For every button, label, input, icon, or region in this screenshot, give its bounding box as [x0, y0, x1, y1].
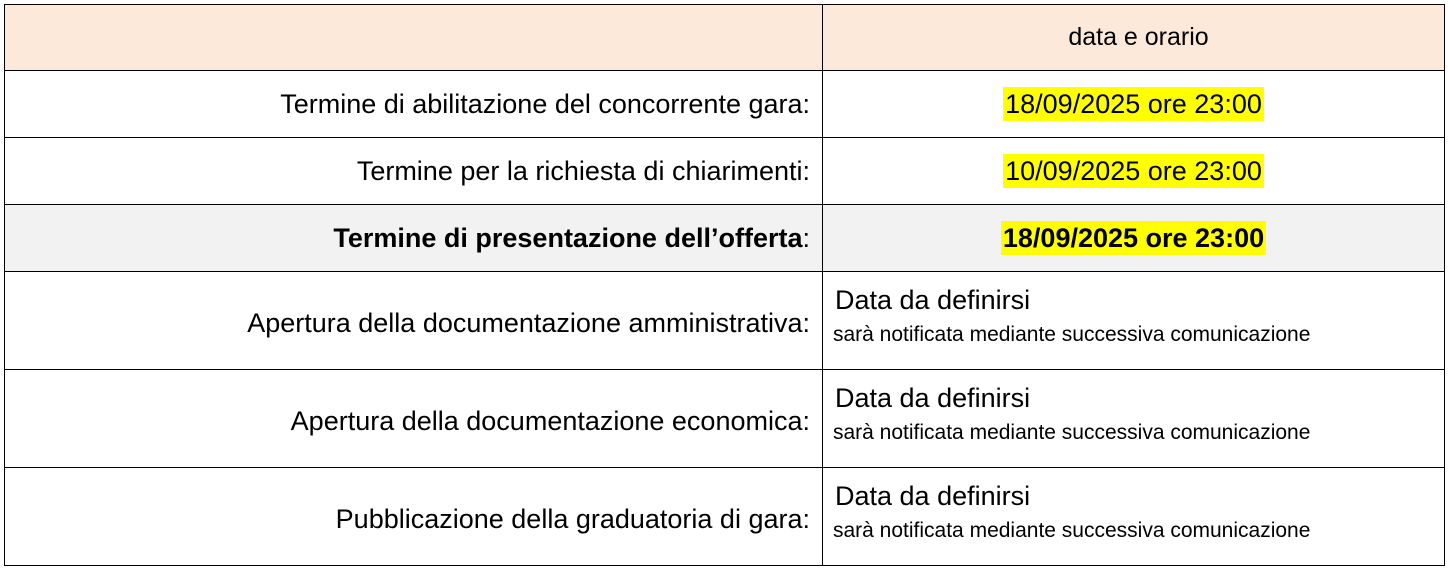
highlighted-date: 18/09/2025 ore 23:00 — [1005, 88, 1262, 119]
row-label: Apertura della documentazione amministrativa: — [5, 272, 823, 370]
highlighted-date: 10/09/2025 ore 23:00 — [1005, 155, 1262, 186]
table-row — [5, 370, 1445, 468]
row-value — [823, 138, 1445, 205]
row-label: Apertura della documentazione economica: — [5, 370, 823, 468]
header-label-cell — [5, 5, 823, 71]
row-value — [823, 370, 1445, 468]
row-value — [823, 272, 1445, 370]
table-header-row — [5, 5, 1445, 71]
highlighted-date: 18/09/2025 ore 23:00 — [1002, 222, 1265, 253]
row-value — [823, 468, 1445, 566]
table-row — [5, 205, 1445, 272]
row-label-suffix: : — [802, 222, 810, 253]
table-row — [5, 272, 1445, 370]
table-row — [5, 138, 1445, 205]
date-tbd-title: Data da definirsi — [835, 481, 1031, 511]
table-row — [5, 71, 1445, 138]
date-tbd-title: Data da definirsi — [835, 383, 1031, 413]
table-row — [5, 468, 1445, 566]
date-tbd-note: sarà notificata mediante successiva comunicazione — [833, 519, 1311, 542]
schedule-table — [4, 4, 1445, 566]
date-tbd-note: sarà notificata mediante successiva comunicazione — [833, 421, 1311, 444]
header-value-cell: data e orario — [823, 5, 1445, 71]
row-label-bold: Termine di presentazione dell’offerta — [333, 222, 803, 253]
row-label: Pubblicazione della graduatoria di gara: — [5, 468, 823, 566]
date-tbd-note: sarà notificata mediante successiva comunicazione — [833, 323, 1311, 346]
date-tbd-title: Data da definirsi — [835, 285, 1031, 315]
row-label: Termine di abilitazione del concorrente gara: — [5, 71, 823, 138]
row-label: Termine per la richiesta di chiarimenti: — [5, 138, 823, 205]
row-label — [5, 205, 823, 272]
row-value — [823, 71, 1445, 138]
row-value — [823, 205, 1445, 272]
